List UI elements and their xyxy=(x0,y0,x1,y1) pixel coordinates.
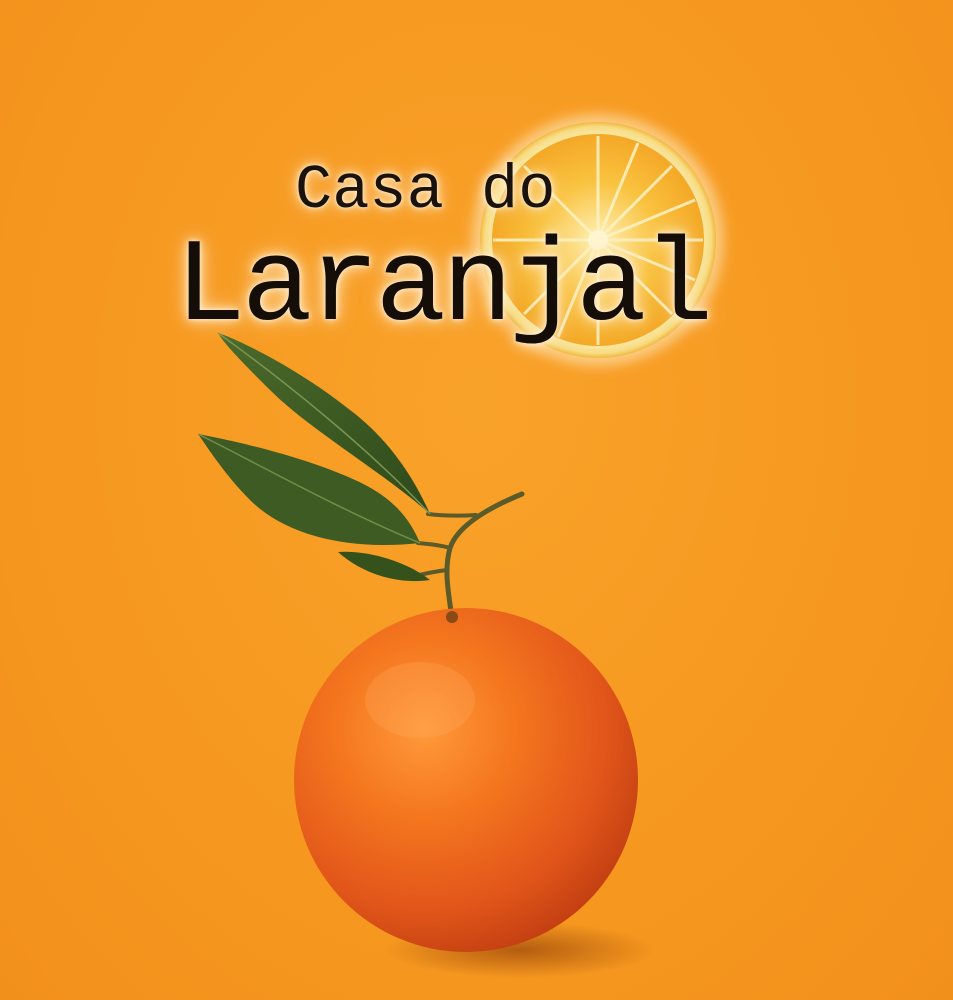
title-main: Laranjal xyxy=(175,222,710,355)
title-top: Casa do xyxy=(295,155,556,226)
orange-fruit-icon xyxy=(294,608,638,952)
leaf-icon xyxy=(198,333,522,618)
